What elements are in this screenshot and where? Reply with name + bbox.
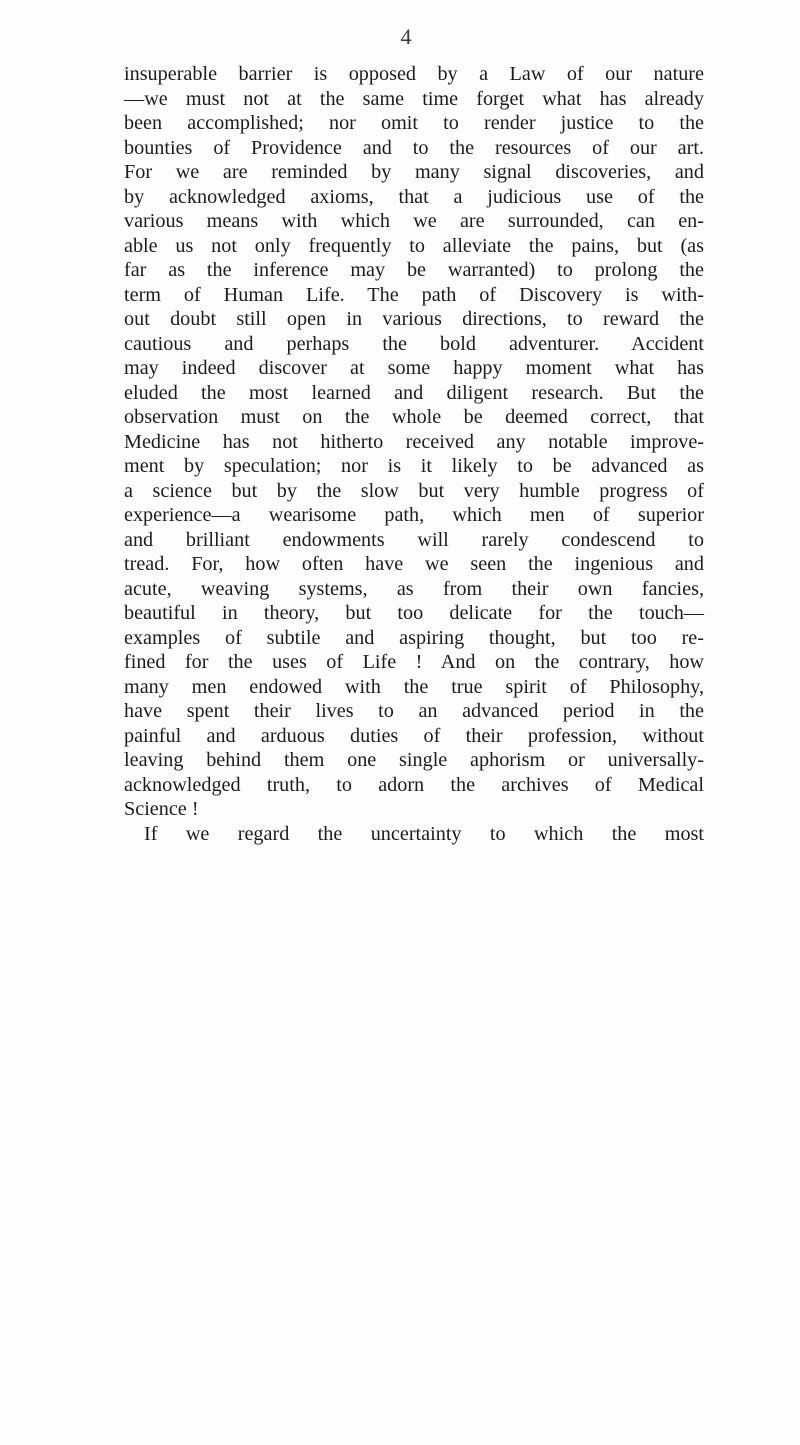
text-line: far as the inference may be warranted) to prolong the bbox=[124, 259, 704, 281]
text-line: ment by speculation; nor is it likely to be advanced as bbox=[124, 455, 704, 477]
text-line: painful and arduous duties of their profession, without bbox=[124, 724, 704, 747]
text-line: cautious and perhaps the bold adventurer. Accident bbox=[124, 332, 704, 355]
text-line: Medicine has not hitherto received any notable improve- bbox=[124, 430, 704, 453]
text-line: Science ! bbox=[124, 798, 199, 820]
text-line: experience—a wearisome path, which men of superior bbox=[124, 504, 704, 526]
text-line: and brilliant endowments will rarely condescend to bbox=[124, 528, 704, 551]
text-line: many men endowed with the true spirit of Philosophy, bbox=[124, 675, 704, 698]
text-line: a science but by the slow but very humble progress of bbox=[124, 479, 704, 502]
text-line: beautiful in theory, but too delicate for the touch— bbox=[124, 602, 704, 624]
text-line: able us not only frequently to alleviate the pains, but (as bbox=[124, 234, 704, 257]
text-line: acknowledged truth, to adorn the archives of Medical bbox=[124, 773, 704, 796]
text-line: by acknowledged axioms, that a judicious use of the bbox=[124, 185, 704, 208]
text-line: leaving behind them one single aphorism or universally- bbox=[124, 749, 704, 771]
text-line: may indeed discover at some happy moment what has bbox=[124, 357, 704, 379]
text-line: insuperable barrier is opposed by a Law of our nature bbox=[124, 63, 704, 85]
text-line: For we are reminded by many signal discoveries, and bbox=[124, 161, 704, 183]
text-line: have spent their lives to an advanced period in the bbox=[124, 700, 704, 722]
text-line: If we regard the uncertainty to which the most bbox=[144, 822, 704, 845]
page-number: 4 bbox=[400, 24, 412, 49]
text-line: various means with which we are surrounded, can en- bbox=[124, 210, 704, 232]
text-line: tread. For, how often have we seen the ingenious and bbox=[124, 553, 704, 575]
text-line: acute, weaving systems, as from their own fancies, bbox=[124, 577, 704, 600]
text-line: been accomplished; nor omit to render justice to the bbox=[124, 112, 704, 134]
text-line: fined for the uses of Life ! And on the contrary, how bbox=[124, 651, 704, 673]
text-line: observation must on the whole be deemed correct, that bbox=[124, 406, 704, 428]
body-text bbox=[124, 62, 704, 846]
text-line: examples of subtile and aspiring thought, but too re- bbox=[124, 626, 704, 649]
text-line: eluded the most learned and diligent research. But the bbox=[124, 381, 704, 404]
text-line: bounties of Providence and to the resources of our art. bbox=[124, 136, 704, 159]
text-line: term of Human Life. The path of Discovery is with- bbox=[124, 283, 704, 306]
text-line: out doubt still open in various directions, to reward the bbox=[124, 308, 704, 330]
text-line: —we must not at the same time forget what has already bbox=[124, 87, 704, 110]
